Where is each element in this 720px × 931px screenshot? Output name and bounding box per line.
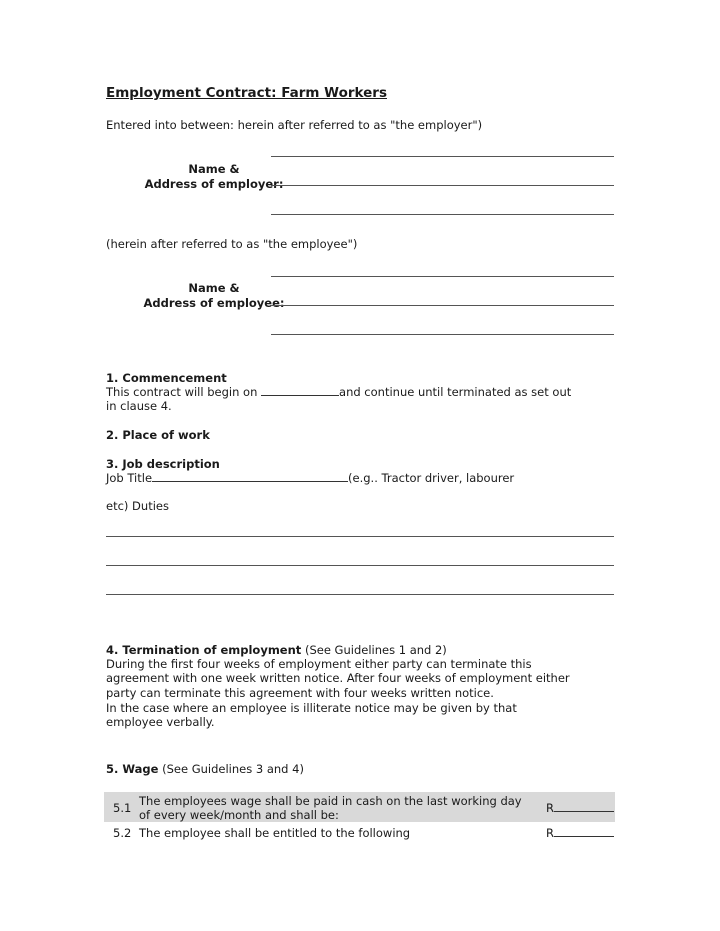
job-title-row xyxy=(106,471,514,485)
termination-line-5: employee verbally. xyxy=(106,715,215,729)
employer-label-line2: Address of employer: xyxy=(144,177,284,191)
commencement-date-blank[interactable] xyxy=(261,385,339,396)
employee-line-2[interactable] xyxy=(271,305,614,306)
wage-row-1-amount xyxy=(546,801,614,815)
wage-row-2-number: 5.2 xyxy=(113,826,132,840)
employer-line-3[interactable] xyxy=(271,214,614,215)
employee-label-line1: Name & xyxy=(188,281,240,295)
section-wage-note: (See Guidelines 3 and 4) xyxy=(158,762,304,776)
section-termination-note: (See Guidelines 1 and 2) xyxy=(301,643,447,657)
wage-row-2-text-line1: The employee shall be entitled to the following xyxy=(139,826,411,840)
employer-intro-text: Entered into between: herein after referred to as "the employer") xyxy=(106,118,483,132)
section-wage-heading-row xyxy=(106,762,304,776)
wage-row-2-amount-blank[interactable] xyxy=(554,826,614,837)
employer-label xyxy=(104,162,324,192)
job-title-blank[interactable] xyxy=(152,471,348,482)
wage-row-2-amount xyxy=(546,826,614,840)
termination-line-3: party can terminate this agreement with four weeks written notice. xyxy=(106,686,494,700)
termination-line-4: In the case where an employee is illiterate notice may be given by that xyxy=(106,701,517,715)
duties-line-3[interactable] xyxy=(106,594,614,595)
section-wage-heading: 5. Wage xyxy=(106,762,159,776)
duties-label: etc) Duties xyxy=(106,499,169,513)
employee-line-3[interactable] xyxy=(271,334,614,335)
commencement-text-part2: and continue until terminated as set out xyxy=(339,385,572,399)
employer-line-2[interactable] xyxy=(271,185,614,186)
job-title-label: Job Title xyxy=(106,471,153,485)
job-title-hint: (e.g.. Tractor driver, labourer xyxy=(348,471,515,485)
wage-row-1-currency: R xyxy=(546,801,554,815)
employer-line-1[interactable] xyxy=(271,156,614,157)
section-commencement-heading: 1. Commencement xyxy=(106,371,227,385)
wage-row-1-text-line2: of every week/month and shall be: xyxy=(139,808,339,822)
employee-line-1[interactable] xyxy=(271,276,614,277)
termination-line-2: agreement with one week written notice. After four weeks of employment either xyxy=(106,671,570,685)
commencement-text-part1: This contract will begin on xyxy=(106,385,262,399)
employee-intro-text: (herein after referred to as "the employee") xyxy=(106,237,358,251)
commencement-text xyxy=(106,385,571,399)
employee-label-line2: Address of employee: xyxy=(143,296,285,310)
section-termination-heading: 4. Termination of employment xyxy=(106,643,302,657)
employee-label xyxy=(104,281,324,311)
document-title: Employment Contract: Farm Workers xyxy=(106,85,387,101)
wage-row-2-currency: R xyxy=(546,826,554,840)
wage-row-1-text-line1: The employees wage shall be paid in cash on the last working day xyxy=(139,794,522,808)
termination-line-1: During the first four weeks of employment either party can terminate this xyxy=(106,657,532,671)
duties-line-1[interactable] xyxy=(106,536,614,537)
section-place-of-work-heading: 2. Place of work xyxy=(106,428,210,442)
employer-label-line1: Name & xyxy=(188,162,240,176)
commencement-text-line2: in clause 4. xyxy=(106,399,172,413)
duties-line-2[interactable] xyxy=(106,565,614,566)
section-job-description-heading: 3. Job description xyxy=(106,457,220,471)
wage-row-1-amount-blank[interactable] xyxy=(554,801,614,812)
wage-row-1-number: 5.1 xyxy=(113,801,132,815)
section-termination-heading-row xyxy=(106,643,447,657)
